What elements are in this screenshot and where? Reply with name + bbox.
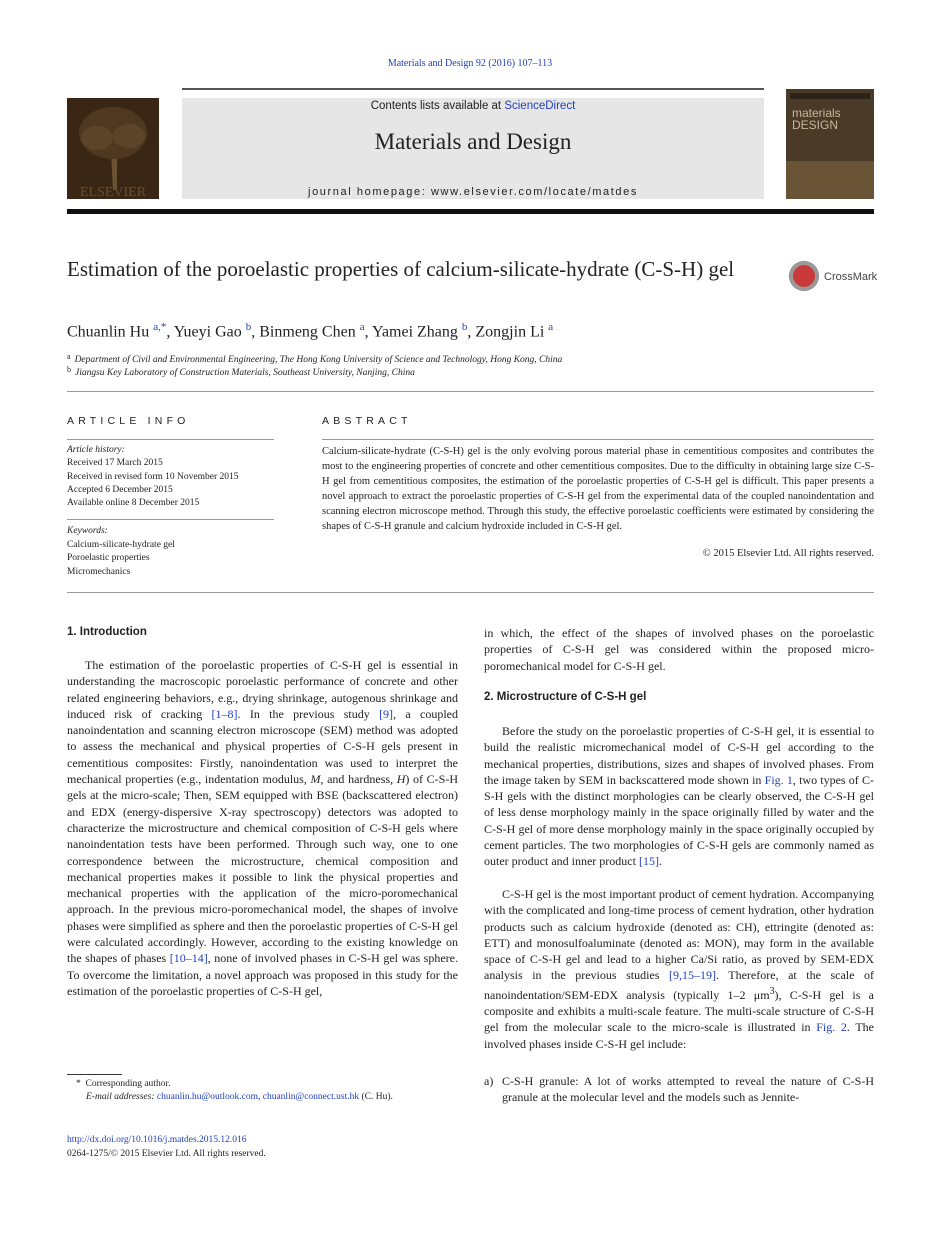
affiliation-a xyxy=(67,352,562,365)
text-run: , two types of C-S-H gels with the distinct morphologies can be clearly observed, the C-S-H gel of less dense morphology mainly in the space originally filled by water and the C-S-H gel of more dense morphology mainly in the space originally occupied by cement particles. The two morphologies of C-S-H gels are commonly named as outer product and inner product xyxy=(484,772,874,869)
abstract-text: Calcium-silicate-hydrate (C-S-H) gel is the only evolving porous material phase in cementitious composites and contributes the most to the engineering properties of concrete and other cementitious composites. Due to the difficulty in obtaining large size C-S-H gel from cementitious composites, the estimation of the poroelastic properties of C-S-H gel is difficult. This paper presents a novel approach to extract the poroelastic properties of C-S-H gel from the experimental data of the coupled nanoindentation and scanning electron microscope method. Through this study, the effective poroelastic coefficients were estimated by considering the shapes of C-S-H granule and calcium hydroxide included in C-S-H gel. xyxy=(322,446,874,532)
journal-citation-link[interactable]: Materials and Design 92 (2016) 107–113 xyxy=(387,58,553,69)
cover-title-line-2: DESIGN xyxy=(792,118,839,132)
footnote-email xyxy=(86,1092,393,1102)
keyword: Micromechanics xyxy=(67,566,131,577)
journal-homepage xyxy=(182,186,764,198)
crossmark-badge[interactable] xyxy=(789,261,889,295)
article-title: Estimation of the poroelastic properties of calcium-silicate-hydrate (C-S-H) gel xyxy=(67,257,735,281)
header-thick-rule xyxy=(67,209,874,214)
text-run: . xyxy=(658,854,662,869)
history-received: Received 17 March 2015 xyxy=(67,458,163,469)
email-link[interactable]: chuanlin.hu@outlook.com xyxy=(156,1092,258,1102)
divider xyxy=(67,519,274,520)
text-run: . Therefore, at the scale of nanoindentation/SEM-EDX analysis (typically 1–2 μm xyxy=(484,968,874,1002)
microstructure-paragraph-1 xyxy=(484,723,874,870)
homepage-url[interactable]: www.elsevier.com/locate/matdes xyxy=(431,186,638,198)
homepage-prefix: journal homepage: xyxy=(308,186,432,198)
figure-link[interactable]: Fig. 1 xyxy=(764,772,793,787)
author-affil-mark[interactable]: a xyxy=(548,321,554,333)
symbol-m: M xyxy=(310,772,321,787)
publisher-logo-text: ELSEVIER xyxy=(79,185,147,199)
text-run: . In the previous study xyxy=(237,706,380,721)
affiliation-mark: b xyxy=(67,365,71,374)
divider xyxy=(67,439,274,440)
crossmark-icon xyxy=(789,261,819,291)
footnote-corresponding xyxy=(76,1079,170,1089)
microstructure-paragraph-2 xyxy=(484,886,874,1052)
keyword: Calcium-silicate-hydrate gel xyxy=(67,539,175,550)
keywords xyxy=(67,525,277,579)
email-label: E-mail addresses: xyxy=(86,1092,157,1102)
crossmark-label: CrossMark xyxy=(824,271,878,283)
divider xyxy=(322,439,874,440)
section-heading-microstructure: 2. Microstructure of C-S-H gel xyxy=(484,691,647,703)
figure-link[interactable]: Fig. 2 xyxy=(816,1020,847,1035)
superscript: 3 xyxy=(769,985,775,997)
citation-link[interactable]: [9,15–19] xyxy=(668,968,716,983)
cover-bottom-band xyxy=(786,161,874,199)
author-name[interactable]: Yueyi Gao xyxy=(173,323,242,341)
text-run: ) of C-S-H gels at the micro-scale; Then, SEM equipped with BSE (backscattered electron) and EDX (energy-dispersive X-ray spectroscopy) detectors was adopted to characterize the microstructure and chemical composition of C-S-H gels where nanoindentation tests have been performed. Through such way, one to one correspondence between the microstructure, chemical composition and mechanical properties makes it possible to link the physical properties and mechanical properties with the application of the micro-poromechanical approach. In the previous micro-poromechanical model, the shapes of involve phases were simplified as sphere and then the poroelastic properties of C-S-H gel were calculated accordingly. However, according to the existing knowledge on the shapes of phases xyxy=(67,772,458,966)
cover-top-band xyxy=(790,93,870,99)
text-run: ), C-S-H gel is a composite and exhibits a multi-scale feature. The multi-scale structure of C-S-H gel from the molecular scale to the micro-scale is illustrated in xyxy=(484,987,874,1035)
introduction-continuation: in which, the effect of the shapes of involved phases on the poroelastic properties of C-S-H gel was considered within the proposed micro-poromechanical model for C-S-H gel. xyxy=(484,626,874,673)
text-run: Before the study on the poroelastic properties of C-S-H gel, it is essential to build the realistic micromechanical model of C-S-H gel according to the mechanical properties, distributions, sizes and shapes of involved phases. From the image taken by SEM in backscattered mode shown in xyxy=(484,724,874,787)
article-history xyxy=(67,444,277,510)
divider xyxy=(67,592,874,593)
author-affil-mark[interactable]: b xyxy=(245,321,252,333)
author-name[interactable]: Chuanlin Hu xyxy=(67,323,150,341)
author-list: Chuanlin Hu $^{a,*}$, Yueyi Gao $^b$, Binmeng Chen $^a$, Yamei Zhang $^b$, Zongjin Li $^a$ xyxy=(67,321,554,341)
elsevier-logo[interactable] xyxy=(67,98,159,199)
citation-link[interactable]: [9] xyxy=(379,706,394,721)
article-info-heading: ARTICLE INFO xyxy=(67,415,190,427)
author-affil-mark[interactable]: a,* xyxy=(153,321,167,333)
text-run: , a coupled nanoindentation and scanning electron microscope (SEM) method was adopted to assess the mechanical and physical properties of C-S-H gels present in cementitious composites: Firstly, nanoindentation was used to interpret the mechanical properties (e.g., indentation modulus, xyxy=(67,706,458,787)
issn-line: 0264-1275/© 2015 Elsevier Ltd. All rights reserved. xyxy=(67,1149,266,1159)
abstract-copyright: © 2015 Elsevier Ltd. All rights reserved. xyxy=(702,548,874,559)
citation-link[interactable]: [1–8] xyxy=(211,706,238,721)
text-run: The estimation of the poroelastic properties of C-S-H gel is essential in understanding the macroscopic poroelastic performance of concrete and other related engineering behaviors, e.g., drying shrinkage, autogenous shrinkage and induced risk of cracking xyxy=(67,658,458,721)
text-run: , none of involved phases in C-S-H gel was sphere. To overcome the limitation, a novel approach was proposed in this study for the estimation of the poroelastic properties of C-S-H gel, xyxy=(67,951,459,998)
cover-title-line-1: materials xyxy=(792,106,841,120)
abstract-heading: ABSTRACT xyxy=(322,415,412,427)
affiliation-text: Jiangsu Key Laboratory of Construction Materials, Southeast University, Nanjing, China xyxy=(75,368,415,378)
history-online: Available online 8 December 2015 xyxy=(67,498,200,509)
email-link[interactable]: chuanlin@connect.ust.hk xyxy=(262,1092,360,1102)
journal-title: Materials and Design xyxy=(374,129,572,154)
history-revised: Received in revised form 10 November 2015 xyxy=(67,471,239,482)
author-name[interactable]: Zongjin Li xyxy=(475,323,545,341)
section-heading-introduction: 1. Introduction xyxy=(67,626,147,638)
doi-link[interactable]: http://dx.doi.org/10.1016/j.matdes.2015.12.016 xyxy=(67,1135,247,1145)
keyword: Poroelastic properties xyxy=(67,553,150,563)
banner-top-rule xyxy=(182,88,764,90)
journal-cover-image[interactable] xyxy=(786,89,874,199)
cover-title xyxy=(792,107,841,131)
footnote-text: Corresponding author. xyxy=(85,1079,171,1089)
list-item-text: C-S-H granule: A lot of works attempted to reveal the nature of C-S-H granule at the molecular level and the models such as Jennite- xyxy=(502,1074,874,1105)
sciencedirect-link[interactable]: ScienceDirect xyxy=(504,100,576,112)
tree-icon xyxy=(67,98,159,199)
citation-link[interactable]: [10–14] xyxy=(169,951,208,966)
footnote-rule xyxy=(67,1074,122,1075)
author-affil-mark[interactable]: b xyxy=(461,321,468,333)
author-affil-mark[interactable]: a xyxy=(359,321,365,333)
introduction-paragraph xyxy=(67,657,458,999)
keywords-label: Keywords: xyxy=(67,526,108,536)
contents-prefix: Contents lists available at xyxy=(370,100,505,112)
citation-link[interactable]: [15] xyxy=(638,854,659,869)
text-run: , and hardness, xyxy=(320,772,397,787)
affiliation-text: Department of Civil and Environmental Engineering, The Hong Kong University of Science and Technology, Hong Kong, China xyxy=(74,355,563,365)
divider xyxy=(67,391,874,392)
history-label: Article history: xyxy=(67,445,125,455)
author-name[interactable]: Yamei Zhang xyxy=(371,323,458,341)
symbol-h: H xyxy=(396,772,406,787)
history-accepted: Accepted 6 December 2015 xyxy=(67,484,173,495)
email-suffix: (C. Hu). xyxy=(359,1092,393,1102)
text-run: . The involved phases inside C-S-H gel include: xyxy=(484,1020,874,1051)
contents-line xyxy=(182,100,764,112)
list-item-label: a) xyxy=(484,1074,494,1088)
email-separator: , xyxy=(258,1092,263,1102)
author-name[interactable]: Binmeng Chen xyxy=(259,323,356,341)
text-run: C-S-H gel is the most important product of cement hydration. Accompanying with the complicated and long-time process of cement hydration, other hydration products such as calcium hydroxide (denoted as: CH), ettringite (denoted as: ETT) and monosulfoaluminate (denoted as: MON), may form in the available space of C-S-H gel and lead to a higher Ca/Si ratio, as proved by SEM-EDX analysis in the previous studies xyxy=(484,887,874,983)
footnote-mark: * xyxy=(76,1079,81,1089)
affiliation-b xyxy=(67,365,415,378)
affiliation-mark: a xyxy=(67,352,71,361)
